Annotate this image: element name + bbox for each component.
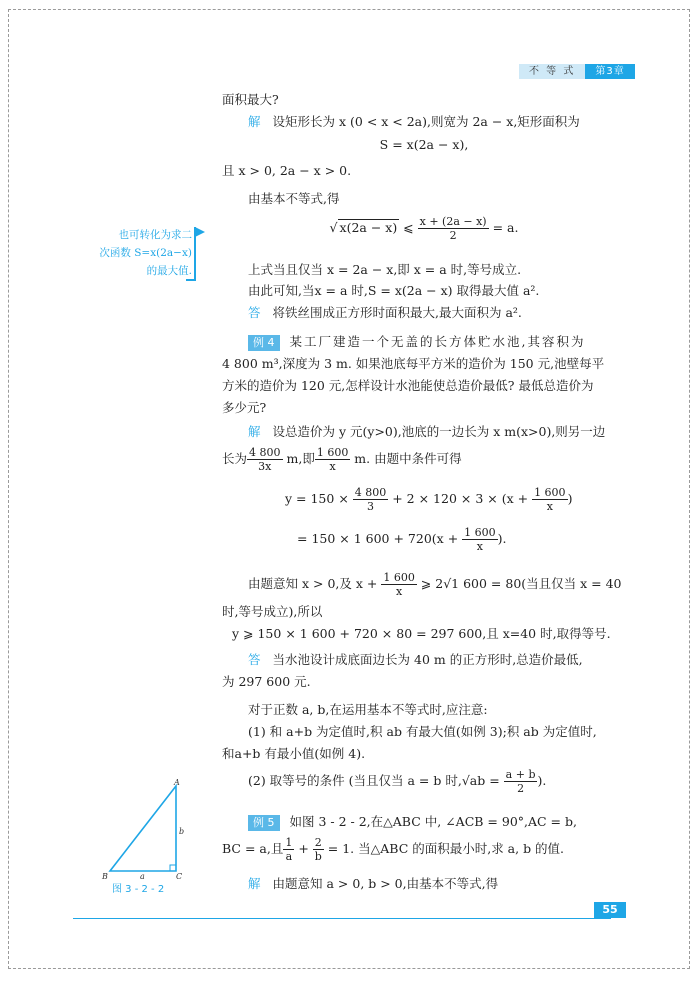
numerator: 1 600 xyxy=(316,446,349,459)
answer-keyword: 答 xyxy=(248,652,261,667)
flag-icon xyxy=(195,227,205,237)
text: 某工厂建造一个无盖的长方体贮水池,其容积为 xyxy=(289,334,586,349)
text-line: 对于正数 a, b,在运用基本不等式时,应注意: xyxy=(248,702,488,717)
answer-keyword: 答 xyxy=(248,305,261,320)
text: ). xyxy=(497,531,507,546)
running-header xyxy=(519,64,635,79)
fraction xyxy=(313,836,324,863)
text-line: 面积最大? xyxy=(222,92,279,107)
solution-line xyxy=(222,112,652,130)
fraction xyxy=(247,446,283,473)
operator: ⩽ xyxy=(399,220,418,235)
text-line: 且 x > 0, 2a − x > 0. xyxy=(222,163,352,178)
text: + 2 × 120 × 3 × (x + xyxy=(388,491,533,506)
denominator: 3 xyxy=(367,500,375,513)
text-line xyxy=(222,768,652,795)
numerator: 1 xyxy=(285,836,293,849)
svg-text:B: B xyxy=(102,872,108,881)
text-line: y ⩾ 150 × 1 600 + 720 × 80 = 297 600,且 x=40 时,取得等号. xyxy=(232,626,611,641)
text-line: 时,等号成立),所以 xyxy=(222,604,323,619)
margin-note-line: 也可转化为求二 xyxy=(118,229,192,241)
example-badge: 例 5 xyxy=(248,815,280,831)
text-line xyxy=(222,571,652,598)
text: = 150 × 1 600 + 720(x + xyxy=(297,531,463,546)
text-line: 由基本不等式,得 xyxy=(248,191,340,206)
denominator: a xyxy=(285,850,293,863)
text: 如图 3 - 2 - 2,在△ABC 中, ∠ACB = 90°,AC = b, xyxy=(289,814,577,829)
text: ⩾ 2√1 600 = 80(当且仅当 x = 40 xyxy=(416,576,622,591)
denominator: 2 xyxy=(517,782,525,795)
text: m. 由题中条件可得 xyxy=(350,451,462,466)
svg-text:C: C xyxy=(176,872,183,881)
equation xyxy=(285,486,689,513)
equation xyxy=(297,526,700,553)
numerator: x + (2a − x) xyxy=(419,215,487,228)
margin-note xyxy=(74,226,192,280)
fraction xyxy=(504,768,538,795)
numerator: 4 800 xyxy=(249,446,281,459)
margin-note-line: 次函数 S=x(2a−x) xyxy=(99,247,192,259)
answer-line xyxy=(222,650,652,668)
text-line: 由此可知,当x = a 时,S = x(2a − x) 取得最大值 a². xyxy=(248,283,540,298)
solution-keyword: 解 xyxy=(248,114,261,129)
text: + xyxy=(294,841,313,856)
fraction xyxy=(418,215,489,242)
numerator: 4 800 xyxy=(354,486,387,499)
text: y = 150 × xyxy=(285,491,353,506)
margin-note-line: 的最大值. xyxy=(146,265,192,277)
fraction xyxy=(532,486,568,513)
svg-text:A: A xyxy=(174,778,180,787)
answer-line xyxy=(222,303,652,321)
solution-keyword: 解 xyxy=(248,424,261,439)
text-line xyxy=(222,836,626,863)
text: (2) 取等号的条件 (当且仅当 a = b 时,√ab = xyxy=(248,773,504,788)
text: 由题意知 x > 0,及 x + xyxy=(248,576,382,591)
fraction xyxy=(462,526,498,553)
denominator: x xyxy=(395,585,403,598)
text-line: 方米的造价为 120 元,怎样设计水池能使总造价最低? 最低总造价为 xyxy=(222,378,594,393)
text: ) xyxy=(567,491,573,506)
text: 设总造价为 y 元(y>0),池底的一边长为 x m(x>0),则另一边 xyxy=(272,424,606,439)
text-line: 为 297 600 元. xyxy=(222,674,311,689)
example-4-line xyxy=(222,332,652,351)
text: 由题意知 a > 0, b > 0,由基本不等式,得 xyxy=(272,876,499,891)
svg-text:b: b xyxy=(179,827,185,836)
numerator: a + b xyxy=(505,768,536,781)
text: 将铁丝围成正方形时面积最大,最大面积为 a². xyxy=(272,305,522,320)
text-line: 4 800 m³,深度为 3 m. 如果池底每平方米的造价为 150 元,池壁每平 xyxy=(222,356,605,371)
fraction xyxy=(353,486,389,513)
numerator: 2 xyxy=(313,836,324,850)
svg-text:a: a xyxy=(140,872,145,881)
text: 长为 xyxy=(222,451,248,466)
text: m,即 xyxy=(282,451,315,466)
fraction xyxy=(283,836,294,863)
denominator: x xyxy=(476,540,483,553)
page-number: 55 xyxy=(594,902,626,918)
denominator: b xyxy=(314,850,322,863)
radicand: x(2a − x) xyxy=(339,220,398,235)
numerator: 1 600 xyxy=(534,486,566,499)
text: ). xyxy=(537,773,547,788)
figure-caption: 图 3 - 2 - 2 xyxy=(112,884,165,895)
fraction xyxy=(315,446,351,473)
text-line xyxy=(222,446,626,473)
example-badge: 例 4 xyxy=(248,335,280,351)
example-5-line xyxy=(222,812,652,831)
text: = 1. 当△ABC 的面积最小时,求 a, b 的值. xyxy=(323,841,565,856)
numerator: 1 600 xyxy=(464,526,496,539)
text: BC = a,且 xyxy=(222,841,284,856)
text: 设矩形长为 x (0 < x < 2a),则宽为 2a − x,矩形面积为 xyxy=(272,114,580,129)
section-tag: 不 等 式 xyxy=(519,64,585,79)
text-line: 和a+b 有最小值(如例 4). xyxy=(222,746,366,761)
equation xyxy=(222,215,626,242)
text: = a. xyxy=(488,220,519,235)
solution-keyword: 解 xyxy=(248,876,261,891)
chapter-tag: 第3章 xyxy=(585,64,634,79)
sqrt-sign: √ xyxy=(329,220,338,235)
denominator: x xyxy=(329,460,336,473)
footer-rule xyxy=(73,918,611,919)
equation: S = x(2a − x), xyxy=(379,137,469,152)
denominator: 3x xyxy=(258,460,272,473)
text-line: (1) 和 a+b 为定值时,积 ab 有最大值(如例 3);积 ab 为定值时, xyxy=(248,724,597,739)
solution-line xyxy=(222,874,652,892)
solution-line xyxy=(222,422,652,440)
numerator: 1 600 xyxy=(383,571,415,584)
text-line: 上式当且仅当 x = 2a − x,即 x = a 时,等号成立. xyxy=(248,262,522,277)
text-line: 多少元? xyxy=(222,400,267,415)
text: 当水池设计成底面边长为 40 m 的正方形时,总造价最低, xyxy=(272,652,583,667)
fraction xyxy=(381,571,417,598)
denominator: x xyxy=(546,500,553,513)
denominator: 2 xyxy=(449,229,457,242)
